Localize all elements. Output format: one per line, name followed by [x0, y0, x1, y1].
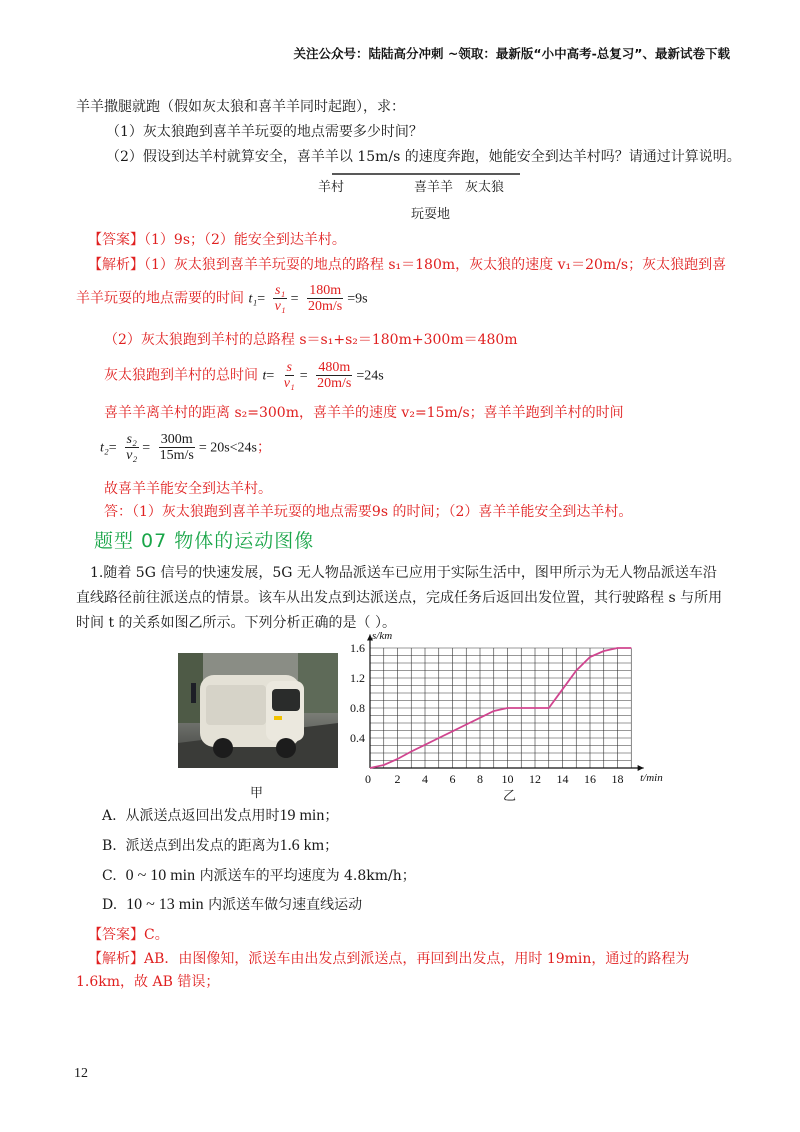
option-b[interactable]: B. 派送点到出发点的距离为1.6 km； [102, 837, 339, 854]
formula-var: t₂ [100, 440, 109, 456]
figure-label-yi: 乙 [503, 789, 517, 804]
fraction: $\frac{\text{s₂}}{\text{v₂}}$ [126, 432, 138, 463]
fraction: $\frac{\text{s₁}}{\text{v₁}}$ [274, 283, 286, 314]
question-main-line3: 时间 t 的关系如图乙所示。下列分析正确的是（ ）。 [76, 615, 396, 631]
fraction: $\frac{300m}{15m/s}$ [159, 432, 194, 463]
x-tick-label: 16 [584, 772, 596, 786]
page-header: 关注公众号：陆陆高分冲刺 ~领取：最新版“小中高考-总复习”、最新试卷下载 [293, 46, 730, 61]
question-main-line2: 直线路径前往派送点的情景。该车从出发点到达派送点，完成任务后返回出发位置，其行驶路程 s 与所用 [76, 590, 723, 606]
analysis-1-line2: 羊羊玩耍的地点需要的时间 t₁= $\frac{\text{s₁}}{\text{v₁}}$ = $\frac{180m}{20m/s}$ =9s [76, 283, 368, 314]
analysis-1-line1 [88, 255, 726, 275]
formula-var: t₁ [248, 291, 258, 307]
label-village: 羊村 [318, 180, 345, 195]
formula-result: = 20s<24s [198, 440, 257, 456]
fraction: $\frac{180m}{20m/s}$ [308, 283, 343, 314]
analysis-1-line6: t₂= $\frac{\text{s₂}}{\text{v₂}}$ = $\frac{300m}{15m/s}$ = 20s<24s； [100, 432, 271, 463]
analysis-2-line2: 1.6km，故 AB 错误； [76, 974, 220, 990]
x-tick-label: 12 [529, 772, 541, 786]
x-tick-label: 14 [556, 772, 569, 786]
formula-var: t [262, 368, 267, 384]
figure-label-jia: 甲 [250, 786, 264, 801]
question-2: （2）假设到达羊村就算安全，喜羊羊以 15m/s 的速度奔跑，她能安全到达羊村吗？请通过计算说明。 [106, 149, 741, 165]
label-wolf: 灰太狼 [465, 180, 505, 195]
analysis-1-conclusion: 答：（1）灰太狼跑到喜羊羊玩耍的地点需要9s 的时间；（2）喜羊羊能安全到达羊村。 [104, 504, 633, 520]
analysis-2-line1: 【解析】AB．由图像知，派送车由出发点到派送点，再回到出发点，用时 19min，通过的路程为 [88, 951, 690, 967]
option-a[interactable]: A. 从派送点返回出发点用时19 min； [102, 807, 339, 824]
delivery-vehicle-photo [178, 653, 338, 768]
x-tick-label: 4 [422, 772, 428, 786]
fraction: $\frac{480m}{20m/s}$ [317, 360, 352, 391]
x-axis-arrow [638, 765, 644, 771]
fraction: $\frac{s}{\text{v₁}}$ [283, 360, 295, 391]
page-number: 12 [74, 1066, 88, 1081]
section-title: 题型 07 物体的运动图像 [94, 530, 315, 552]
formula-prefix: 灰太狼跑到羊村的总时间 [104, 367, 258, 384]
formula-result: =24s [356, 368, 384, 384]
label-xiyangyang: 喜羊羊 [414, 180, 454, 195]
analysis-text: （1）灰太狼到喜羊羊玩耍的地点的路程 s₁＝180m，灰太狼的速度 v₁＝20m/s；灰太狼跑到喜 [144, 257, 727, 273]
x-tick-label: 18 [611, 772, 624, 786]
intro-line: 羊羊撒腿就跑（假如灰太狼和喜羊羊同时起跑），求： [76, 99, 405, 115]
analysis-1-line3: （2）灰太狼跑到羊村的总路程 s＝s₁+s₂＝180m+300m＝480m [104, 332, 518, 348]
option-c[interactable]: C. 0 ~ 10 min 内派送车的平均速度为 4.8km/h； [102, 867, 416, 884]
formula-result: =9s [347, 291, 368, 307]
x-tick-label: 2 [394, 772, 401, 786]
answer-1: 【答案】（1）9s；（2）能安全到达羊村。 [88, 232, 346, 248]
analysis-1-line7: 故喜羊羊能安全到达羊村。 [104, 481, 272, 497]
option-d[interactable]: D. 10 ~ 13 min 内派送车做匀速直线运动 [102, 896, 363, 913]
distance-time-chart [340, 630, 670, 800]
answer-2: 【答案】C。 [88, 927, 169, 943]
question-1: （1）灰太狼跑到喜羊羊玩耍的地点需要多少时间？ [106, 124, 423, 140]
y-tick-label: 1.2 [350, 671, 365, 685]
y-tick-label: 0.4 [350, 731, 365, 745]
y-tick-label: 1.6 [350, 641, 365, 655]
x-tick-label: 10 [501, 772, 514, 786]
x-tick-label: 6 [449, 772, 456, 786]
y-axis-label: s/km [372, 630, 393, 642]
y-tick-label: 0.8 [350, 701, 365, 715]
analysis-1-line4: 灰太狼跑到羊村的总时间 t= $\frac{s}{\text{v₁}}$ = $\frac{480m}{20m/s}$ =24s [104, 360, 384, 391]
vehicle-illustration [178, 653, 338, 768]
x-tick-label: 0 [365, 772, 371, 786]
question-main-line1: 1.随着 5G 信号的快速发展，5G 无人物品派送车已应用于实际生活中，图甲所示为无人物品派送车沿 [90, 565, 717, 581]
x-axis-label: t/min [640, 772, 663, 784]
analysis-label: 【解析】 [88, 257, 144, 273]
analysis-1-line5: 喜羊羊离羊村的距离 s₂=300m，喜羊羊的速度 v₂=15m/s；喜羊羊跑到羊村的时间 [104, 405, 624, 421]
formula-prefix: 羊羊玩耍的地点需要的时间 [76, 290, 244, 307]
x-tick-label: 8 [477, 772, 483, 786]
label-play-area: 玩耍地 [411, 207, 451, 222]
